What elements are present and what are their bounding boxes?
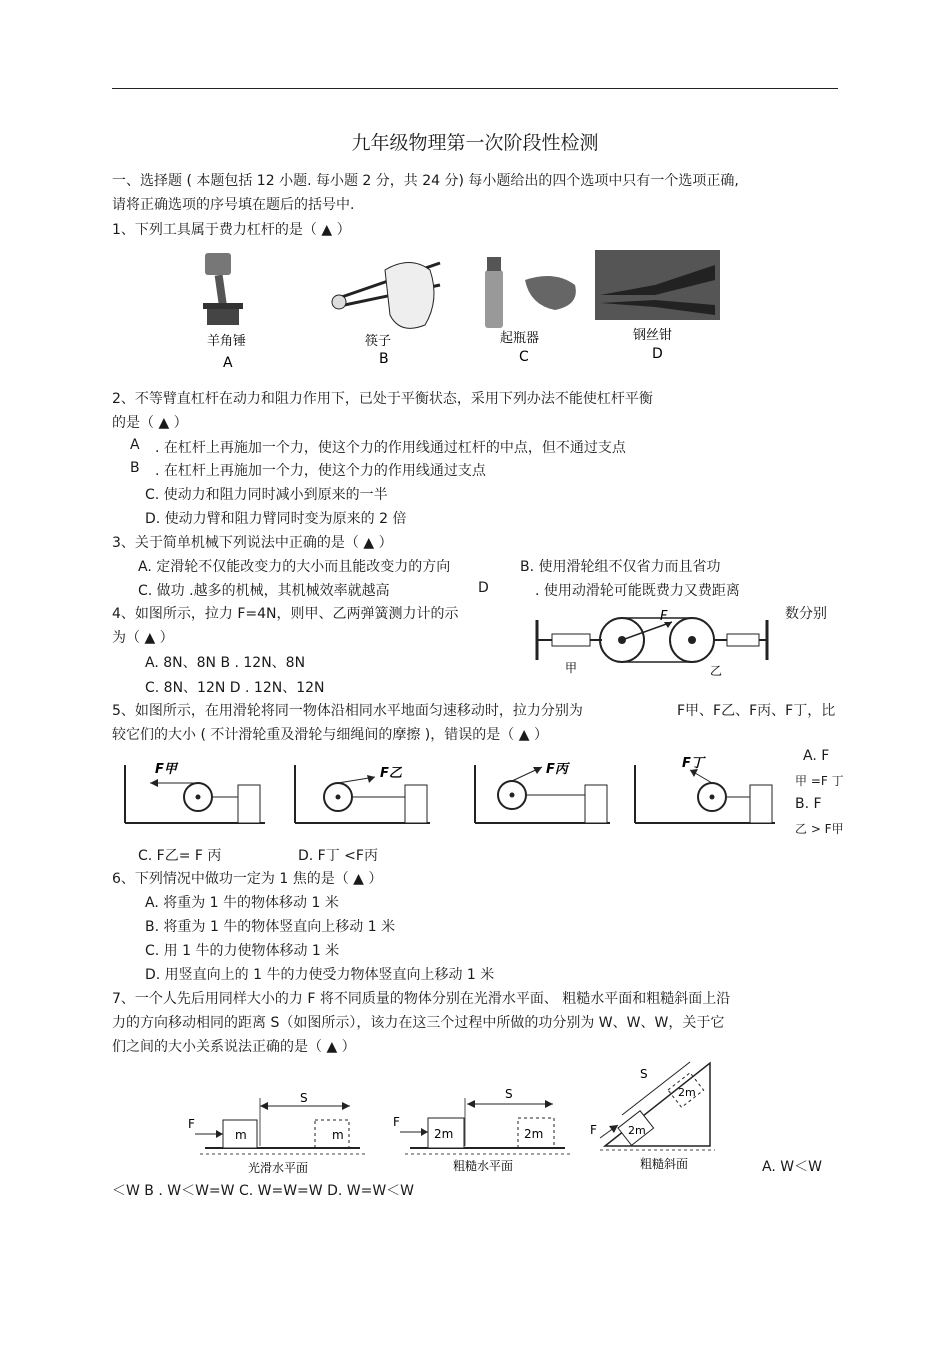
q7-figure-rough bbox=[393, 1087, 570, 1173]
q2-option-b: . 在杠杆上再施加一个力，使这个力的作用线通过支点 bbox=[155, 463, 486, 479]
svg-text:F: F bbox=[393, 1115, 400, 1129]
q7-label-rough: 粗糙水平面 bbox=[453, 1159, 514, 1173]
q5-stem-2: 较它们的大小 ( 不计滑轮重及滑轮与细绳间的摩擦 )，错误的是（ ▲ ） bbox=[112, 727, 548, 743]
q5-option-d: D. F丁 <F丙 bbox=[298, 848, 378, 864]
q6-stem: 6、下列情况中做功一定为 1 焦的是（ ▲ ） bbox=[112, 871, 383, 887]
q5-figures bbox=[120, 755, 780, 830]
q4-label-right: 乙 bbox=[710, 664, 723, 678]
svg-text:S: S bbox=[640, 1067, 648, 1081]
q5-label-bing: F丙 bbox=[546, 762, 568, 777]
q3-option-d: . 使用动滑轮可能既费力又费距离 bbox=[535, 583, 740, 599]
q5-label-ding: F丁 bbox=[682, 756, 704, 771]
q3-option-a: A. 定滑轮不仅能改变力的大小而且能改变力的方向 bbox=[138, 559, 451, 575]
svg-text:m: m bbox=[332, 1128, 344, 1142]
q7-stem: 7、一个人先后用同样大小的力 F 将不同质量的物体分别在光滑水平面、 粗糙水平面和粗糙斜面上沿 bbox=[112, 991, 731, 1007]
spring-scale-right bbox=[727, 634, 759, 646]
q6-option-d: D. 用竖直向上的 1 牛的力使受力物体竖直向上移动 1 米 bbox=[145, 967, 495, 983]
tool-letter-d: D bbox=[652, 346, 663, 362]
svg-text:F: F bbox=[590, 1123, 597, 1137]
svg-text:F: F bbox=[188, 1117, 195, 1131]
q7-figure-incline bbox=[590, 1062, 715, 1171]
svg-text:m: m bbox=[235, 1128, 247, 1142]
q7-stem-2: 力的方向移动相同的距离 S（如图所示），该力在这三个过程中所做的功分别为 W、W、W，关于它 bbox=[112, 1015, 725, 1031]
svg-text:S: S bbox=[300, 1091, 308, 1105]
q5-figure-bing bbox=[475, 762, 610, 823]
chopsticks-image bbox=[332, 263, 440, 329]
q5-stem-forces: F甲、F乙、F丙、F丁，比 bbox=[677, 703, 836, 719]
q6-option-b: B. 将重为 1 牛的物体竖直向上移动 1 米 bbox=[145, 919, 396, 935]
bottle-opener-image bbox=[485, 257, 576, 328]
tool-label-c: 起瓶器 bbox=[500, 331, 540, 346]
q5-option-a: A. F bbox=[803, 748, 830, 764]
tool-label-d: 钢丝钳 bbox=[633, 328, 673, 343]
header-rule bbox=[112, 88, 838, 89]
q2-option-a-letter: A bbox=[130, 437, 140, 453]
q1-figure bbox=[195, 245, 730, 375]
q5-option-c: C. F乙= F 丙 bbox=[138, 848, 222, 864]
q4-label-left: 甲 bbox=[565, 661, 578, 675]
q5-option-b-2: 乙 > F甲 bbox=[795, 822, 844, 836]
section-instructions-2: 请将正确选项的序号填在题后的括号中. bbox=[112, 197, 355, 213]
q4-options-ab: A. 8N、8N B . 12N、8N bbox=[145, 655, 306, 671]
tool-letter-a: A bbox=[223, 355, 233, 371]
q7-option-a: A. W＜W bbox=[762, 1159, 822, 1175]
q4-stem-end: 数分别 bbox=[785, 606, 827, 622]
q4-options-cd: C. 8N、12N D . 12N、12N bbox=[145, 680, 325, 696]
q3-option-b: B. 使用滑轮组不仅省力而且省功 bbox=[520, 559, 721, 575]
q5-stem: 5、如图所示，在用滑轮将同一物体沿相同水平地面匀速移动时，拉力分别为 bbox=[112, 703, 583, 719]
q6-option-c: C. 用 1 牛的力使物体移动 1 米 bbox=[145, 943, 340, 959]
q7-label-incline: 粗糙斜面 bbox=[640, 1157, 689, 1171]
q2-stem: 2、不等臂直杠杆在动力和阻力作用下，已处于平衡状态，采用下列办法不能使杠杆平衡 bbox=[112, 391, 653, 407]
spring-scale-left bbox=[552, 634, 590, 646]
section-instructions: 一、选择题 ( 本题包括 12 小题. 每小题 2 分，共 24 分) 每小题给出的四个选项中只有一个选项正确, bbox=[112, 173, 739, 189]
q5-figure-jia bbox=[125, 762, 265, 823]
q2-option-c: C. 使动力和阻力同时减小到原来的一半 bbox=[145, 487, 388, 503]
svg-text:2m: 2m bbox=[628, 1124, 646, 1137]
page-title: 九年级物理第一次阶段性检测 bbox=[351, 132, 599, 154]
q1-stem: 1、下列工具属于费力杠杆的是（ ▲ ） bbox=[112, 222, 351, 238]
q5-label-yi: F乙 bbox=[380, 766, 402, 781]
q3-option-d-letter: D bbox=[478, 580, 489, 596]
q7-figures bbox=[180, 1058, 725, 1176]
q2-option-a: . 在杠杆上再施加一个力，使这个力的作用线通过杠杆的中点，但不通过支点 bbox=[155, 440, 626, 456]
q6-option-a: A. 将重为 1 牛的物体移动 1 米 bbox=[145, 895, 339, 911]
q7-stem-3: 们之间的大小关系说法正确的是（ ▲ ） bbox=[112, 1039, 356, 1055]
q3-option-c: C. 做功 .越多的机械，其机械效率就越高 bbox=[138, 583, 390, 599]
q4-force-label: F bbox=[660, 609, 668, 624]
q5-figure-ding bbox=[635, 756, 775, 823]
q4-stem-2: 为（ ▲ ） bbox=[112, 630, 174, 646]
claw-hammer-image bbox=[203, 253, 243, 325]
q5-figure-yi bbox=[295, 765, 430, 823]
q7-figure-smooth bbox=[188, 1091, 365, 1175]
tool-label-a: 羊角锤 bbox=[207, 334, 247, 349]
q7-options: ＜W B . W＜W=W C. W=W=W D. W=W＜W bbox=[112, 1183, 415, 1199]
q4-stem: 4、如图所示，拉力 F=4N，则甲、乙两弹簧测力计的示 bbox=[112, 606, 459, 622]
pliers-image bbox=[595, 250, 720, 320]
q2-option-b-letter: B bbox=[130, 460, 140, 476]
tool-letter-b: B bbox=[379, 351, 389, 367]
tool-label-b: 筷子 bbox=[365, 334, 392, 349]
q5-label-jia: F甲 bbox=[155, 762, 177, 777]
svg-text:2m: 2m bbox=[524, 1127, 544, 1141]
q7-label-smooth: 光滑水平面 bbox=[248, 1161, 309, 1175]
q4-pulley-figure bbox=[532, 600, 772, 680]
q2-stem-2: 的是（ ▲ ） bbox=[112, 415, 188, 431]
tool-letter-c: C bbox=[519, 349, 529, 365]
svg-text:2m: 2m bbox=[678, 1086, 696, 1099]
svg-text:S: S bbox=[505, 1087, 513, 1101]
q2-option-d: D. 使动力臂和阻力臂同时变为原来的 2 倍 bbox=[145, 511, 407, 527]
q5-option-b: B. F bbox=[795, 796, 822, 812]
q3-stem: 3、关于简单机械下列说法中正确的是（ ▲ ） bbox=[112, 535, 393, 551]
q5-option-a-2: 甲 =F 丁 bbox=[795, 774, 844, 788]
svg-text:2m: 2m bbox=[434, 1127, 454, 1141]
